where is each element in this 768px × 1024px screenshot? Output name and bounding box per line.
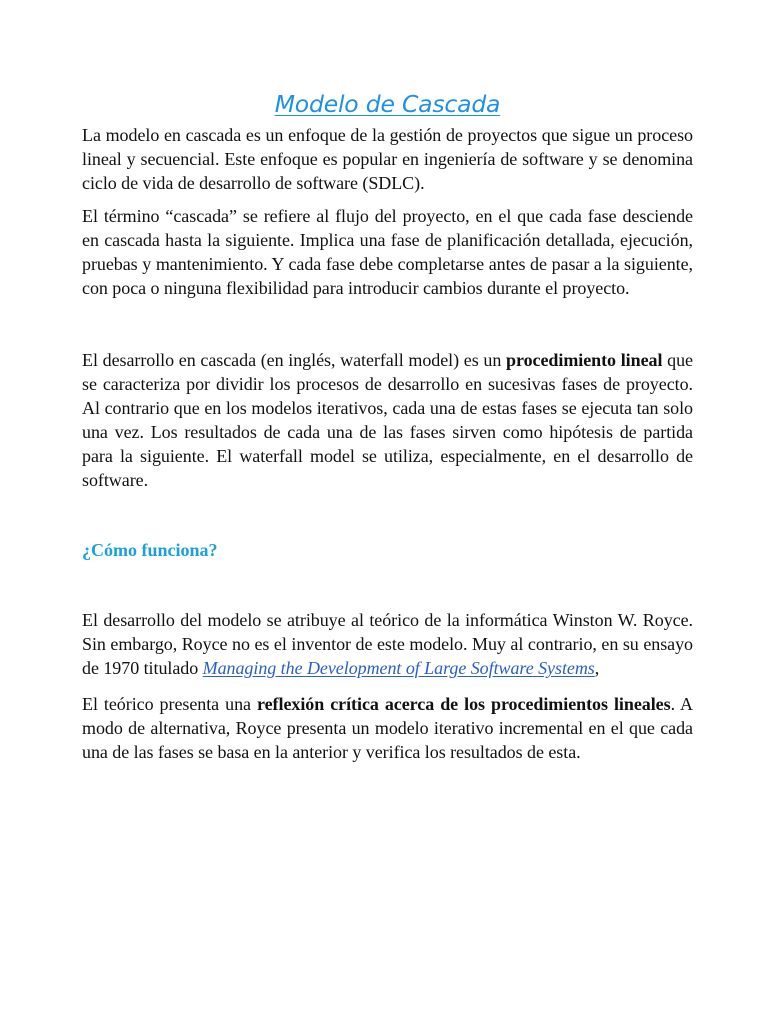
paragraph-text: El desarrollo del modelo se atribuye al teórico de la informática Winston W. Royce. Sin embargo, Royce no es el inventor de este modelo. Muy al contrario, en su ensayo de 1970 titulado (82, 610, 693, 678)
essay-link[interactable]: Managing the Development of Large Software Systems (202, 658, 595, 678)
document-title: Modelo de Cascada (274, 90, 501, 118)
paragraph-reflexion (82, 692, 693, 764)
paragraph-termino-cascada: El término “cascada” se refiere al flujo del proyecto, en el que cada fase desciende en cascada hasta la siguiente. Implica una fase de planificación detallada, ejecución, pruebas y mantenimiento. Y cada fase debe completarse antes de pasar a la siguiente, con poca o ninguna flexibilidad para introducir cambios durante el proyecto. (82, 206, 693, 298)
paragraph-text: El desarrollo en cascada (en inglés, waterfall model) es un (82, 350, 506, 370)
paragraph-intro: La modelo en cascada es un enfoque de la gestión de proyectos que sigue un proceso lineal y secuencial. Este enfoque es popular en ingeniería de software y se denomina ciclo de vida de desarrollo de software (SDLC). (82, 125, 693, 193)
paragraph-royce (82, 608, 693, 680)
paragraph-desarrollo-cascada (82, 348, 693, 492)
paragraph-text: . A modo de alternativa, Royce presenta un modelo iterativo incremental en el que cada una de las fases se basa en la anterior y verifica los resultados de esta. (82, 694, 693, 762)
document-body (82, 88, 693, 764)
paragraph-text: El teórico presenta una (82, 694, 257, 714)
bold-phrase: procedimiento lineal (506, 350, 663, 370)
bold-phrase: reflexión crítica acerca de los procedimientos lineales (257, 694, 671, 714)
section-heading: ¿Cómo funciona? (82, 540, 218, 560)
paragraph-text: que se caracteriza por dividir los procesos de desarrollo en sucesivas fases de proyecto. Al contrario que en los modelos iterativos, cada una de estas fases se ejecuta tan solo una vez. Los resultados de cada una de las fases sirven como hipótesis de partida para la siguiente. El waterfall model se utiliza, especialmente, en el desarrollo de software. (82, 350, 693, 490)
paragraph-text: , (594, 658, 600, 678)
